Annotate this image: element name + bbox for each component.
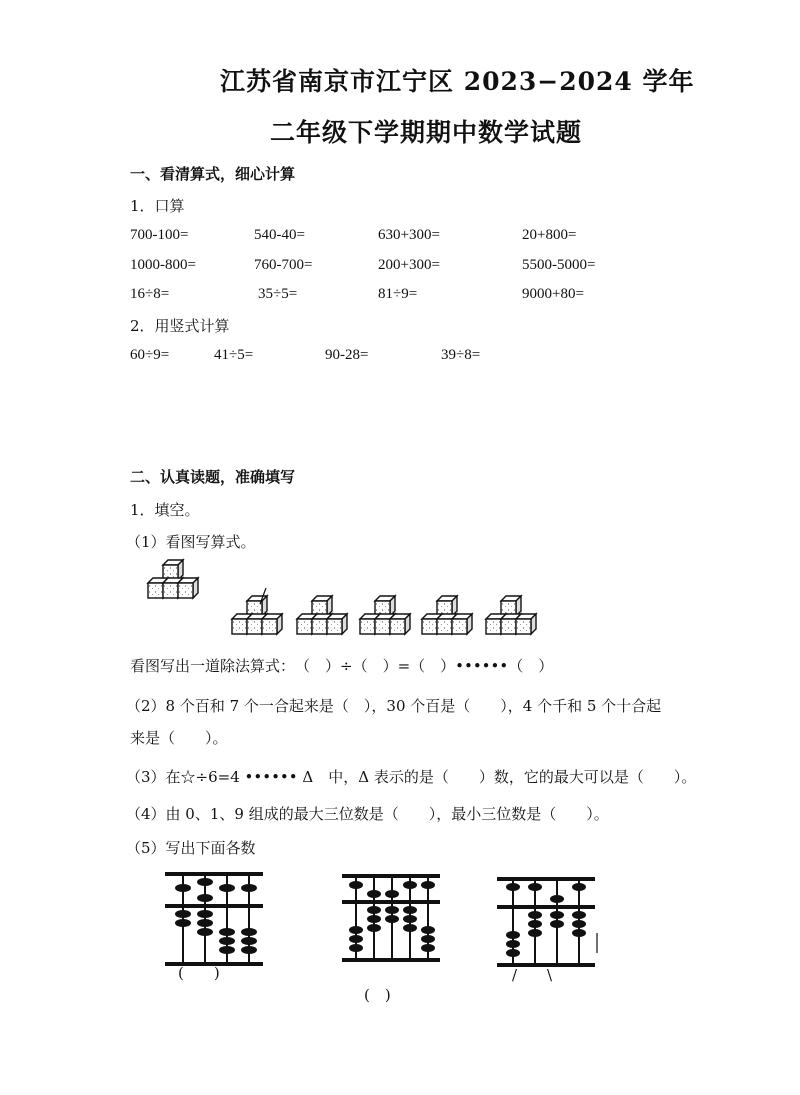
part3-line: （3）在☆÷6=4 •••••• Δ 中，Δ 表示的是（ ）数，它的最大可以是（ ）。 bbox=[126, 768, 697, 786]
abacus-3-answer-blank: / \ bbox=[512, 966, 553, 984]
cube-group bbox=[232, 588, 282, 634]
vertical-item: 41÷5= bbox=[214, 347, 254, 363]
q2-vertical-label: 2．用竖式计算 bbox=[130, 317, 230, 335]
abacus-1 bbox=[165, 868, 265, 968]
abacus-2 bbox=[342, 870, 442, 966]
oral-item: 20+800= bbox=[522, 227, 577, 243]
oral-item: 81÷9= bbox=[378, 286, 418, 302]
oral-item: 1000-800= bbox=[130, 257, 196, 273]
oral-item: 630+300= bbox=[378, 227, 440, 243]
part4-line: （4）由 0、1、9 组成的最大三位数是（ ），最小三位数是（ ）。 bbox=[126, 805, 609, 823]
section1-heading: 一、看清算式，细心计算 bbox=[130, 165, 296, 183]
oral-item: 760-700= bbox=[254, 257, 313, 273]
vertical-item: 90-28= bbox=[325, 347, 369, 363]
cube-group bbox=[297, 596, 347, 634]
part1-answer-line: 看图写出一道除法算式： （ ）÷（ ）=（ ）••••••（ ） bbox=[130, 657, 554, 675]
abacus-1-answer-blank: ( ) bbox=[178, 964, 220, 982]
part2-line2: 来是（ ）。 bbox=[130, 729, 228, 747]
oral-item: 16÷8= bbox=[130, 286, 170, 302]
q1-oral-label: 1．口算 bbox=[130, 197, 185, 215]
part5-label: （5）写出下面各数 bbox=[126, 839, 256, 857]
abacus-3 bbox=[497, 873, 599, 969]
part2-line1: （2）8 个百和 7 个一合起来是（ ），30 个百是（ ），4 个千和 5 个十合起 bbox=[126, 697, 662, 715]
abacus-2-answer-blank: ( ) bbox=[364, 986, 391, 1004]
fill-in-label: 1．填空。 bbox=[130, 501, 200, 519]
oral-item: 9000+80= bbox=[522, 286, 584, 302]
oral-item: 700-100= bbox=[130, 227, 189, 243]
section2-heading: 二、认真读题，准确填写 bbox=[130, 468, 296, 486]
cube-picture bbox=[148, 560, 548, 645]
oral-item: 5500-5000= bbox=[522, 257, 596, 273]
vertical-item: 60÷9= bbox=[130, 347, 170, 363]
oral-item: 35÷5= bbox=[258, 286, 298, 302]
cube-group bbox=[360, 596, 410, 634]
cube-group bbox=[486, 596, 536, 634]
vertical-item: 39÷8= bbox=[441, 347, 481, 363]
part1-label: （1）看图写算式。 bbox=[126, 533, 256, 551]
cube-group bbox=[422, 596, 472, 634]
page-title-line1: 江苏省南京市江宁区 2023−2024 学年 bbox=[220, 67, 695, 96]
oral-item: 540-40= bbox=[254, 227, 305, 243]
page-title-line2: 二年级下学期期中数学试题 bbox=[270, 118, 583, 147]
cube-group bbox=[148, 560, 198, 598]
oral-item: 200+300= bbox=[378, 257, 440, 273]
